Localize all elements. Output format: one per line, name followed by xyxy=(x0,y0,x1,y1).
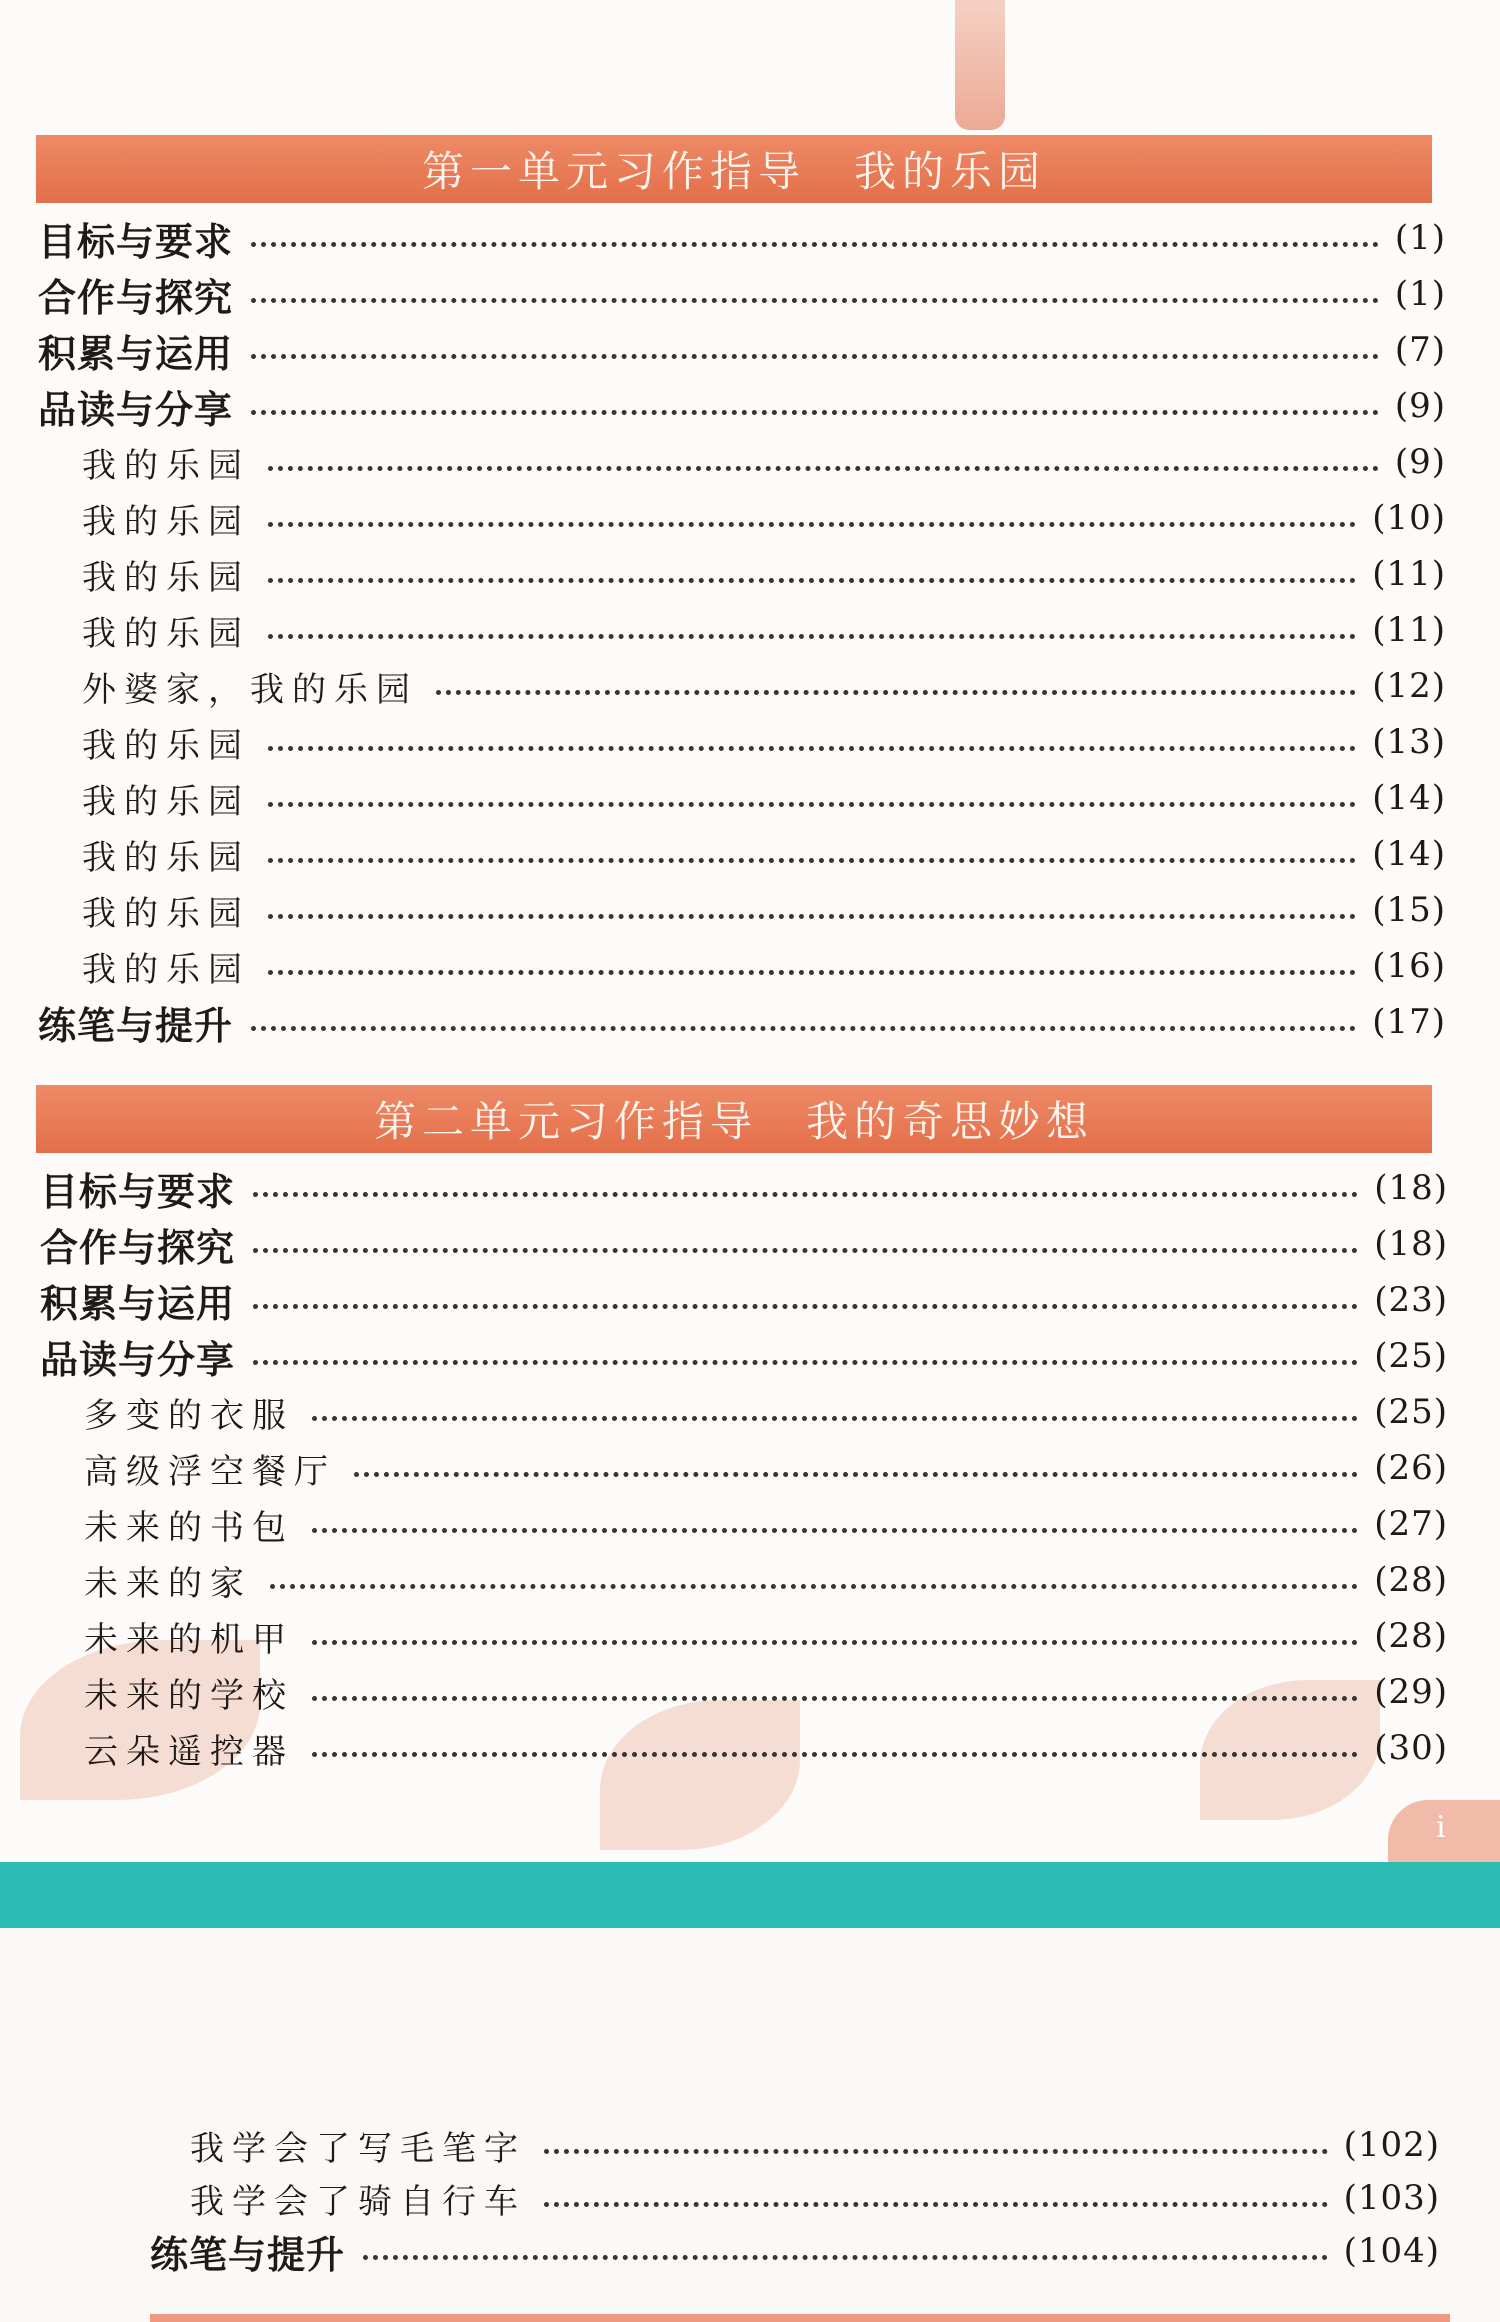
toc-entry[interactable]: 未来的机甲 (28) xyxy=(84,1616,1448,1660)
toc-entry[interactable]: 合作与探究 (18) xyxy=(40,1224,1448,1270)
toc-entry[interactable]: 练笔与提升 (104) xyxy=(150,2231,1440,2277)
toc-entry[interactable]: 练笔与提升 (17) xyxy=(38,1002,1446,1048)
bottom-divider xyxy=(150,2314,1450,2322)
toc-entry[interactable]: 我的乐园 (15) xyxy=(82,890,1446,934)
unit2-title: 第二单元习作指导 我的奇思妙想 xyxy=(373,1097,1094,1146)
toc-entry[interactable]: 品读与分享 (9) xyxy=(38,386,1446,432)
toc-entry[interactable]: 高级浮空餐厅 (26) xyxy=(84,1448,1448,1492)
toc-page-bottom xyxy=(0,1928,1500,2322)
toc-entry[interactable]: 我的乐园 (10) xyxy=(82,498,1446,542)
unit1-title: 第一单元习作指导 我的乐园 xyxy=(421,147,1046,196)
page-number: i xyxy=(1436,1810,1446,1845)
toc-entry[interactable]: 未来的学校 (29) xyxy=(84,1672,1448,1716)
toc-entry[interactable]: 目标与要求 (18) xyxy=(40,1168,1448,1214)
toc-entry[interactable]: 我的乐园 (14) xyxy=(82,834,1446,878)
toc-entry[interactable]: 品读与分享 (25) xyxy=(40,1336,1448,1382)
decorative-stem xyxy=(955,0,1005,130)
toc-entry[interactable]: 我的乐园 (14) xyxy=(82,778,1446,822)
unit1-banner xyxy=(36,135,1432,203)
page-number-badge xyxy=(1388,1800,1500,1862)
toc-entry[interactable]: 我学会了骑自行车 (103) xyxy=(190,2178,1440,2222)
toc-entry[interactable]: 积累与运用 (23) xyxy=(40,1280,1448,1326)
decorative-leaf xyxy=(20,1640,260,1800)
toc-entry[interactable]: 云朵遥控器 (30) xyxy=(84,1728,1448,1772)
unit2-banner xyxy=(36,1085,1432,1153)
toc-entry[interactable]: 目标与要求 (1) xyxy=(38,218,1446,264)
toc-entry[interactable]: 多变的衣服 (25) xyxy=(84,1392,1448,1436)
toc-entry[interactable]: 外婆家，我的乐园 (12) xyxy=(82,666,1446,710)
toc-entry[interactable]: 我的乐园 (13) xyxy=(82,722,1446,766)
toc-entry[interactable]: 我学会了写毛笔字 (102) xyxy=(190,2125,1440,2169)
toc-entry[interactable]: 我的乐园 (9) xyxy=(82,442,1446,486)
toc-entry[interactable]: 我的乐园 (11) xyxy=(82,554,1446,598)
toc-entry[interactable]: 积累与运用 (7) xyxy=(38,330,1446,376)
toc-entry[interactable]: 我的乐园 (11) xyxy=(82,610,1446,654)
toc-entry[interactable]: 合作与探究 (1) xyxy=(38,274,1446,320)
teal-separator-band xyxy=(0,1862,1500,1928)
toc-entry[interactable]: 未来的书包 (27) xyxy=(84,1504,1448,1548)
toc-entry[interactable]: 未来的家 (28) xyxy=(84,1560,1448,1604)
toc-entry[interactable]: 我的乐园 (16) xyxy=(82,946,1446,990)
